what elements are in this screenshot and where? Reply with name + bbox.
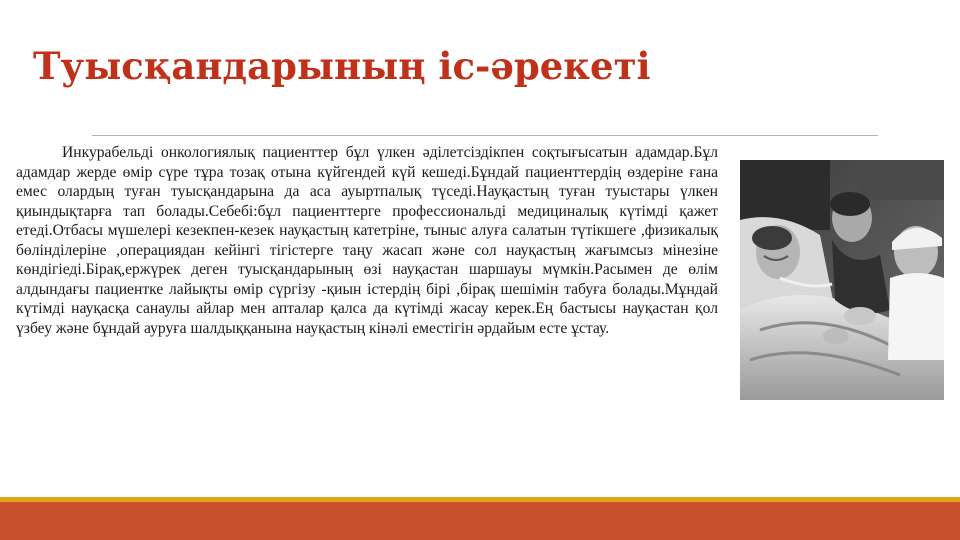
family-care-photo — [740, 160, 944, 400]
title-divider — [92, 135, 878, 136]
footer-bar — [0, 502, 960, 540]
family-care-photo-image — [740, 160, 944, 400]
slide-title: Туысқандарының іс-әрекеті — [33, 44, 651, 88]
body-paragraph: Инкурабельді онкологиялық пациенттер бұл үлкен әділетсіздікпен соқтығысатын адамдар.Бұл адамдар жерде өмір сүре тұра тозақ отына күйгендей күй кешеді.Бұндай пациенттердің өздеріне ғана емес олардың туған туысқандарына да аса ауыртпалық түседі.Науқастың туған туыстары үлкен қиындықтарға тап болады.Себебі:бұл пациенттерге профессиональді медициналық күтімді қажет етеді.Отбасы мүшелері кезекпен-кезек науқастың катетріне, тыныс алуға салатын түтікшеге ,физикалық бөлінділеріне ,операциядан кейінгі тігістерге таңу жасап және сол науқастың жағымсыз мінезіне көндігіеді.Бірақ,ержүрек деген туысқандарының өзі науқастан шаршауы мүмкін.Расымен де өлім алдындағы пациентке лайықты өмір сүргізу -қиын істердің бірі ,бірақ шешімін табуға болады.Мұндай күтімді науқасқа санаулы айлар мен апталар қалса да күтімді жасау керек.Ең бастысы науқастан қол үзбеу және бұндай ауруға шалдыққанына науқастың кінәлі еместігін әрдайым есте ұстау. — [16, 144, 718, 337]
